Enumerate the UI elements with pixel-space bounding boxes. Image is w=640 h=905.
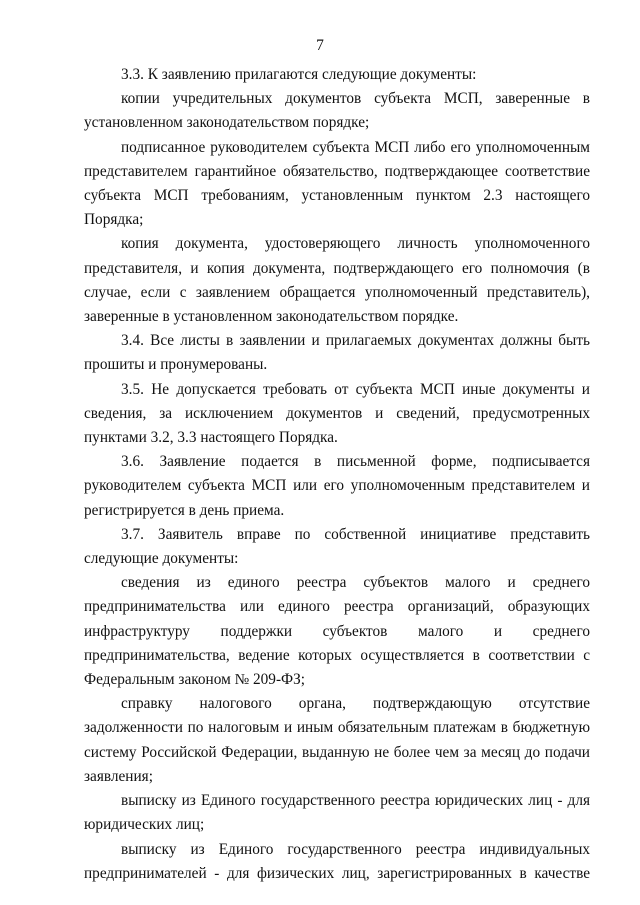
paragraph-3-5: 3.5. Не допускается требовать от субъекта МСП иные документы и сведения, за исключением документов и сведений, предусмотренных пунктами 3.2, 3.3 настоящего Порядка. xyxy=(84,380,590,447)
list-item-identity-document: копия документа, удостоверяющего личность уполномоченного представителя, и копия документа, подтверждающего его полномочия (в случае, если с заявлением обращается уполномоченный представитель), заверенные в установленном законодательством порядке. xyxy=(84,235,590,326)
list-item-registry-info: сведения из единого реестра субъектов малого и среднего предпринимательства или единого реестра организаций, образующих инфраструктуру поддержки субъектов малого и среднего предпринимательства, ведение которых осуществляется в соответствии с Федеральным законом № 209-ФЗ; xyxy=(84,574,590,689)
list-item-guarantee-obligation: подписанное руководителем субъекта МСП либо его уполномоченным представителем гарантийное обязательство, подтверждающее соответствие субъекта МСП требованиям, установленным пунктом 2.3 настоящего Порядка; xyxy=(84,138,590,229)
paragraph-3-7: 3.7. Заявитель вправе по собственной инициативе представить следующие документы: xyxy=(84,525,590,568)
list-item-charter-copies: копии учредительных документов субъекта МСП, заверенные в установленном законодательством порядке; xyxy=(84,90,590,132)
page-number: 7 xyxy=(316,37,324,54)
list-item-entrepreneurs-extract: выписку из Единого государственного реестра индивидуальных предпринимателей - для физических лиц, зарегистрированных в качестве xyxy=(84,840,590,882)
list-item-legal-entities-extract: выписку из Единого государственного реестра юридических лиц - для юридических лиц; xyxy=(84,792,590,834)
list-item-tax-certificate: справку налогового органа, подтверждающую отсутствие задолженности по налоговым и иным обязательным платежам в бюджетную систему Российской Федерации, выданную не более чем за месяц до подачи заявления; xyxy=(84,695,590,785)
paragraph-3-4: 3.4. Все листы в заявлении и прилагаемых документах должны быть прошиты и пронумерованы. xyxy=(84,332,590,374)
document-body xyxy=(84,63,590,886)
paragraph-3-6: 3.6. Заявление подается в письменной форме, подписывается руководителем субъекта МСП или его уполномоченным представителем и регистрируется в день приема. xyxy=(84,453,590,519)
paragraph-3-3: 3.3. К заявлению прилагаются следующие документы: xyxy=(121,66,477,83)
